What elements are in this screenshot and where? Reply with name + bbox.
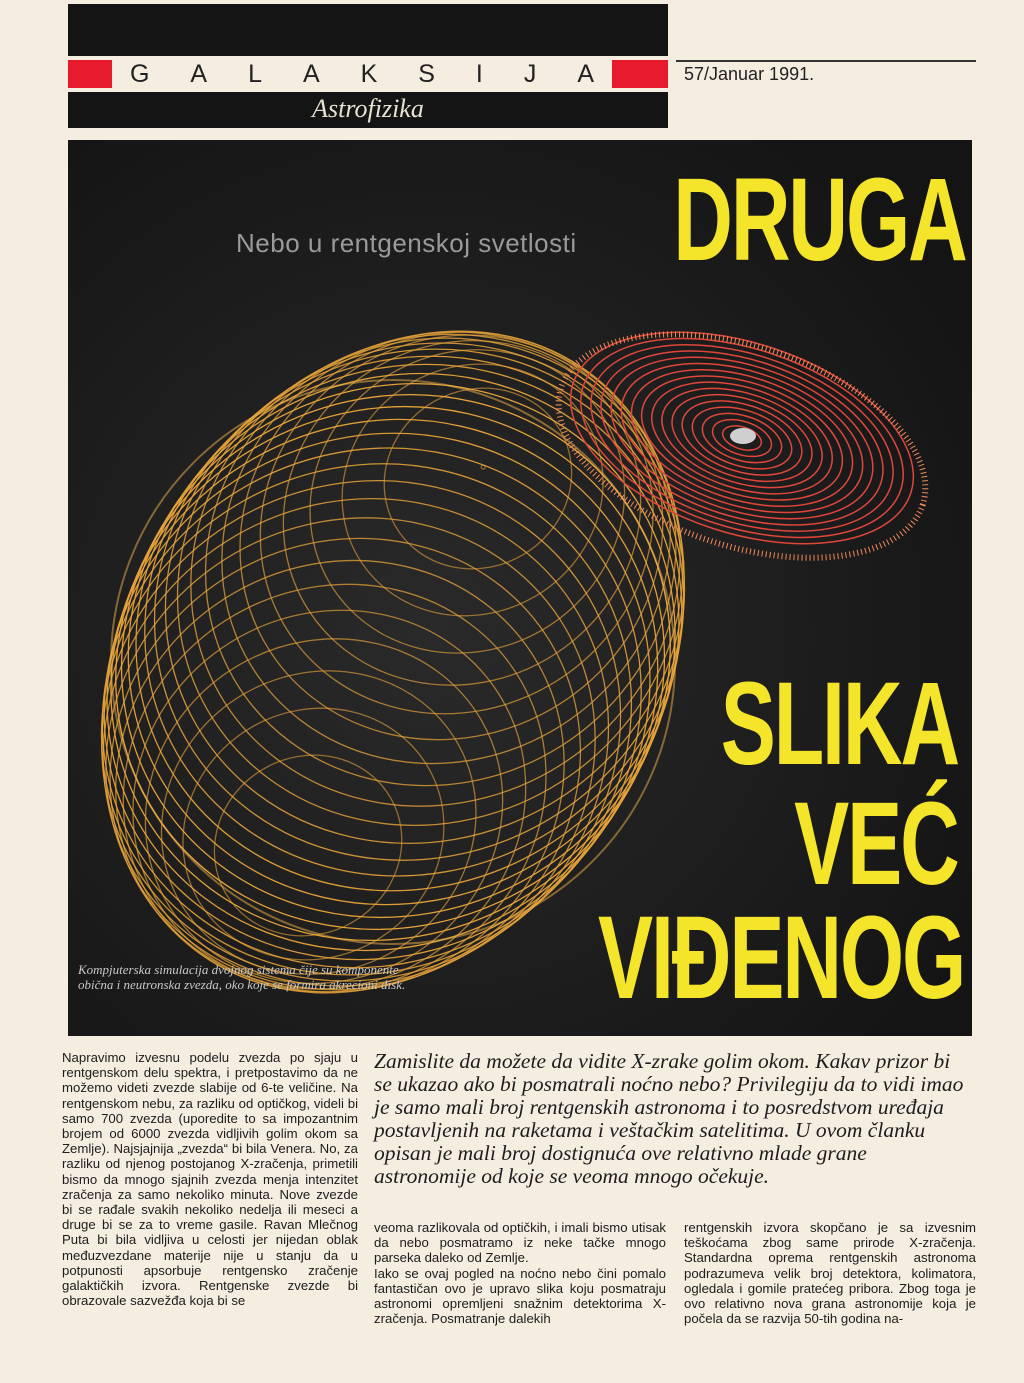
article-column-1: Napravimo izvesnu podelu zvezda po sjaju u rentgenskom delu spektra, i pretpostavimo da ne možemo videti zvezde slabije od 6-te veličine. Na rentgenskom nebu, za razliku od optičkog, videli bi samo 700 zvezda (uporedite to sa impozantnim brojem od 6000 zvezda vidljivih golim okom sa Zemlje). Najsjajnija „zvezda“ bi bila Venera. No, za razliku od njenog postojanog X-zračenja, primetili bismo da mnogo sjajnih zvezda menja intenzitet zračenja za samo nekoliko minuta. Nove zvezde bi se rađale svakih nekoliko nedelja ili meseci a druge bi se za to vreme gasile. Ravan Mlečnog Puta bi bila vidljiva u celosti jer nijedan oblak međuzvezdane materije nije u stanju da u potpunosti apsorbuje rentgensko zračenje galaktičkih izvora. Rentgenske zvezde bi obrazovale sazvežđa koja bi se [62, 1050, 358, 1309]
neutron-star [730, 428, 756, 444]
magazine-letter: K [360, 59, 378, 88]
illustration-panel [68, 140, 972, 1036]
magazine-title [112, 58, 612, 90]
magazine-letter: S [418, 59, 435, 88]
magazine-letter: J [523, 59, 537, 88]
subtitle: Nebo u rentgenskoj svetlosti [236, 228, 577, 258]
magazine-letter: G [130, 59, 150, 88]
issue-rule [676, 60, 976, 62]
magazine-letter: A [577, 59, 594, 88]
article-intro: Zamislite da možete da vidite X-zrake golim okom. Kakav prizor bi se ukazao ako bi posmatrali noćno nebo? Privilegiju da to vidi imao je samo mali broj rentgenskih astronoma i to posredstvom uređaja postavljenih na raketama i veštačkim satelitima. U ovom članku opisan je mali broj dostignuća ove relativno mlade grane astronomije od koje se veoma mnogo očekuje. [374, 1049, 964, 1188]
article-column-3: rentgenskih izvora skopčano je sa izvesnim teškoćama zbog same prirode X-zračenja. Standardna oprema rentgenskih astronoma podrazumeva velik broj detektora, kolimatora, ogledala i gomile pratećeg pribora. Zbog toga je ovo relativno nova grana astronomije koja je počela da se razvija 50-tih godina na- [684, 1220, 976, 1327]
image-caption: Kompjuterska simulacija dvojnog sistema čije su komponente obična i neutronska zvezda, oko koje se formira akrecioni disk. [78, 962, 406, 992]
header-red-block-left [68, 60, 112, 88]
section-name: Astrofizika [312, 94, 424, 123]
header-black-bar [68, 4, 668, 56]
magazine-letter: A [190, 59, 208, 88]
article-column-2: veoma razlikovala od optičkih, i imali bismo utisak da nebo posmatramo iz neke tačke mnogo parseka daleko od Zemlje. Iako se ovaj pogled na noćno nebo čini pomalo fantastičan ovo je upravo slika koju posmatraju astronomi opremljeni snažnim detektorima X-zračenja. Posmatranje dalekih [374, 1220, 666, 1327]
headline-line-1: DRUGA [673, 154, 966, 286]
issue-number: 57/Januar 1991. [684, 64, 815, 84]
magazine-letter: I [475, 59, 483, 88]
header-red-block-right [612, 60, 668, 88]
headline-line-2: SLIKA [720, 658, 958, 790]
magazine-letter: A [302, 59, 320, 88]
magazine-letter: L [248, 59, 262, 88]
headline-line-3: VEĆ [794, 778, 958, 910]
headline-line-4: VIĐENOG [597, 892, 964, 1024]
